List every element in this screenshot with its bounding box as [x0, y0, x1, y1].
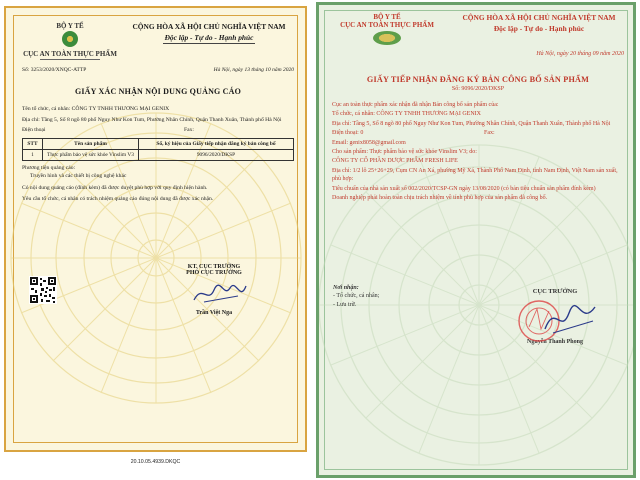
- document-date: Hà Nội, ngày 20 tháng 09 năm 2020: [536, 51, 624, 57]
- table-cell: 1: [23, 149, 43, 160]
- agency-name: CỤC AN TOÀN THỰC PHẨM: [23, 50, 117, 58]
- document-title: GIẤY XÁC NHẬN NỘI DUNG QUẢNG CÁO: [74, 87, 242, 96]
- document-title: GIẤY TIẾP NHẬN ĐĂNG KÝ BẢN CÔNG BỐ SẢN PHẨM: [366, 75, 590, 84]
- contact-line: [332, 129, 624, 137]
- ad-means-label: Phương tiện quảng cáo:: [22, 164, 76, 171]
- table-header: Tên sản phẩm: [43, 138, 139, 149]
- manufacturer-address: Địa chỉ: 1/2 lô 25+26+29, Cụm CN An Xá, phường Mỹ Xá, Thành Phố Nam Định, tỉnh Nam Định, Việt Nam sản xuất, phù hợp:: [332, 167, 618, 183]
- table-cell: 9096/2020/DKSP: [139, 149, 294, 160]
- table-cell: Thực phẩm bảo vệ sức khỏe Vinslim V3: [43, 149, 139, 160]
- recipients-label: Nơi nhận:: [333, 285, 359, 291]
- note-approved: Có nội dung quảng cáo (đính kèm) đã được duyệt phù hợp với quy định hiện hành.: [22, 184, 208, 191]
- document-date: Hà Nội, ngày 13 tháng 10 năm 2020: [213, 67, 294, 73]
- agency-logo-icon: [373, 31, 401, 45]
- organization-line: Tổ chức, cá nhân: CÔNG TY TNHH THƯƠNG MẠI GENIX: [332, 111, 481, 118]
- intro-line: Cục an toàn thực phẩm xác nhận đã nhận Bản công bố sản phẩm của:: [332, 102, 499, 108]
- national-motto: Độc lập - Tự do - Hạnh phúc: [493, 24, 585, 33]
- signature-block: [152, 264, 276, 316]
- signature-icon: [190, 278, 250, 308]
- signature-block: [493, 288, 617, 345]
- table-header-row: [23, 138, 294, 149]
- product-table: [22, 138, 294, 161]
- document-number: Số: 3253/2020/XNQC-ATTP: [22, 67, 87, 73]
- recipient-item: - Lưu trữ.: [333, 301, 357, 308]
- address-line: Địa chỉ: Tầng 5, Số 8 ngõ 80 phố Nguy Như Kon Tum, Phường Nhân Chính, Quận Thanh Xuân, Thành phố Hà Nội: [332, 120, 611, 127]
- fax-label: Fax:: [184, 127, 194, 134]
- nation-name: CỘNG HÒA XÃ HỘI CHỦ NGHĨA VIỆT NAM: [462, 13, 616, 22]
- ministry-name: BỘ Y TẾ: [56, 22, 84, 30]
- document-number: Số: 9096/2020/DKSP: [451, 86, 505, 92]
- address-line: Địa chỉ: Tầng 5, Số 8 ngõ 80 phố Nguy Như Kon Tum, Phường Nhân Chính, Quận Thanh Xuân, Thành phố Hà Nội: [22, 116, 282, 123]
- stamp-signature-icon: [509, 299, 601, 343]
- manufacturer-line: CÔNG TY CỔ PHẦN DƯỢC PHẨM FRESH LIFE: [332, 158, 458, 165]
- note-responsibility: Yêu cầu tổ chức, cá nhân có trách nhiệm quảng cáo đúng nội dung đã được xác nhận.: [22, 196, 214, 203]
- document-code: 20.10.05.4939.DKQC: [130, 459, 181, 465]
- ministry-name: BỘ Y TẾ: [373, 13, 401, 21]
- agency-name: CỤC AN TOÀN THỰC PHẨM: [340, 21, 434, 29]
- agency-logo-icon: [62, 31, 78, 47]
- contact-line: [22, 127, 294, 135]
- recipient-item: - Tổ chức, cá nhân;: [333, 293, 380, 300]
- table-header: STT: [23, 138, 43, 149]
- table-row: [23, 149, 294, 160]
- advertising-certificate: [4, 6, 307, 452]
- fax-label: Fax:: [484, 130, 495, 137]
- qr-code-icon: [29, 276, 57, 304]
- recipients-block: [333, 284, 379, 309]
- signer-name: Nguyễn Thanh Phong: [527, 339, 583, 345]
- email-line: Email: genix8058@gmail.com: [332, 139, 406, 146]
- nation-name: CỘNG HÒA XÃ HỘI CHỦ NGHĨA VIỆT NAM: [132, 22, 286, 31]
- signer-subposition: PHÓ CỤC TRƯỞNG: [186, 270, 242, 276]
- product-line: Cho sản phẩm: Thực phẩm bảo vệ sức khỏe Vinslim V3; do:: [332, 148, 477, 155]
- responsibility-line: Doanh nghiệp phải hoàn toàn chịu trách nhiệm về tính phù hợp của sản phẩm đã công bố.: [332, 194, 548, 201]
- national-motto: Độc lập - Tự do - Hạnh phúc: [164, 33, 254, 42]
- table-header: Số, ký hiệu của Giấy tiếp nhận đăng ký bản công bố: [139, 138, 294, 149]
- organization-line: Tên tổ chức, cá nhân: CÔNG TY TNHH THƯƠNG MẠI GENIX: [22, 106, 170, 112]
- phone-label: Điện thoại: 0: [332, 130, 364, 137]
- standard-line: Tiêu chuẩn của nhà sản xuất số 002/2020/TCSP-GN ngày 13/08/2020 (có bản tiêu chuẩn sản phẩm đính kèm): [332, 185, 596, 192]
- product-registration-certificate: [316, 2, 636, 478]
- ad-means-value: Truyền hình và các thiết bị công nghệ khác: [30, 173, 127, 180]
- signer-name: Trần Việt Nga: [195, 310, 233, 316]
- signer-position: KT. CỤC TRƯỞNG: [187, 264, 241, 270]
- signer-position: CỤC TRƯỞNG: [532, 288, 578, 295]
- phone-label: Điện thoại: [22, 127, 46, 134]
